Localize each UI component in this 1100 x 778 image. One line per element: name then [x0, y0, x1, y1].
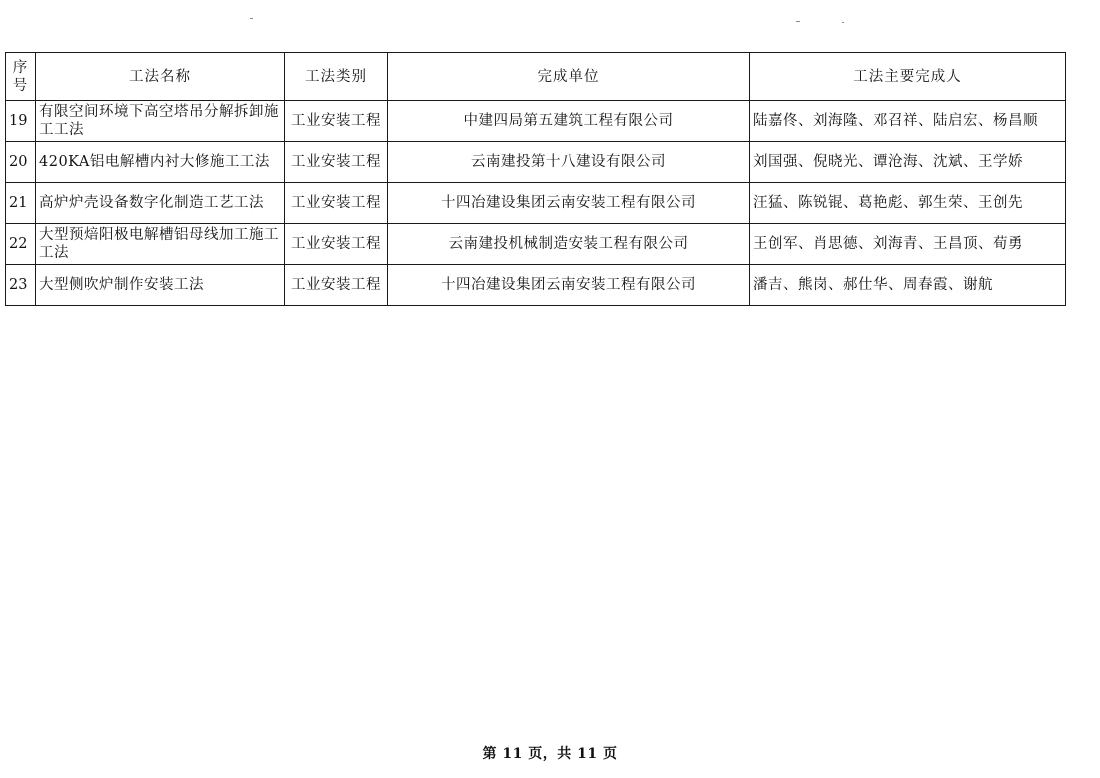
row-main-contributors: 潘吉、熊岗、郝仕华、周春霞、谢航	[750, 265, 1066, 306]
row-completing-unit: 十四冶建设集团云南安装工程有限公司	[388, 183, 750, 224]
row-completing-unit: 云南建投第十八建设有限公司	[388, 142, 750, 183]
row-main-contributors: 刘国强、倪晓光、谭沧海、沈斌、王学娇	[750, 142, 1066, 183]
row-method-category: 工业安装工程	[285, 101, 388, 142]
row-method-name: 420KA铝电解槽内衬大修施工工法	[36, 142, 285, 183]
table-row	[6, 183, 1066, 224]
row-method-name: 有限空间环境下高空塔吊分解拆卸施工工法	[36, 101, 285, 142]
scan-speck	[842, 22, 844, 23]
row-main-contributors: 汪猛、陈锐锟、葛艳彪、郭生荣、王创先	[750, 183, 1066, 224]
header-method-category: 工法类别	[285, 53, 388, 101]
table-row	[6, 142, 1066, 183]
row-method-name: 大型侧吹炉制作安装工法	[36, 265, 285, 306]
row-method-category: 工业安装工程	[285, 142, 388, 183]
row-serial-number: 20	[6, 142, 36, 183]
row-method-category: 工业安装工程	[285, 224, 388, 265]
row-method-category: 工业安装工程	[285, 183, 388, 224]
table-row	[6, 265, 1066, 306]
row-main-contributors: 王创军、肖思德、刘海青、王昌顶、荀勇	[750, 224, 1066, 265]
header-method-name: 工法名称	[36, 53, 285, 101]
row-serial-number: 23	[6, 265, 36, 306]
scan-speck	[796, 21, 800, 22]
table-header-row	[6, 53, 1066, 101]
methods-table	[5, 52, 1066, 306]
row-method-name: 大型预焙阳极电解槽铝母线加工施工工法	[36, 224, 285, 265]
row-completing-unit: 中建四局第五建筑工程有限公司	[388, 101, 750, 142]
row-method-category: 工业安装工程	[285, 265, 388, 306]
row-serial-number: 21	[6, 183, 36, 224]
row-completing-unit: 云南建投机械制造安装工程有限公司	[388, 224, 750, 265]
page-number-footer: 第 11 页，共 11 页	[482, 746, 618, 762]
row-completing-unit: 十四冶建设集团云南安装工程有限公司	[388, 265, 750, 306]
row-method-name: 高炉炉壳设备数字化制造工艺工法	[36, 183, 285, 224]
row-serial-number: 19	[6, 101, 36, 142]
row-main-contributors: 陆嘉佟、刘海隆、邓召祥、陆启宏、杨昌顺	[750, 101, 1066, 142]
header-serial-number: 序号	[6, 53, 36, 101]
header-completing-unit: 完成单位	[388, 53, 750, 101]
scan-speck	[250, 18, 253, 19]
table-row	[6, 224, 1066, 265]
row-serial-number: 22	[6, 224, 36, 265]
table-row	[6, 101, 1066, 142]
header-main-contributors: 工法主要完成人	[750, 53, 1066, 101]
